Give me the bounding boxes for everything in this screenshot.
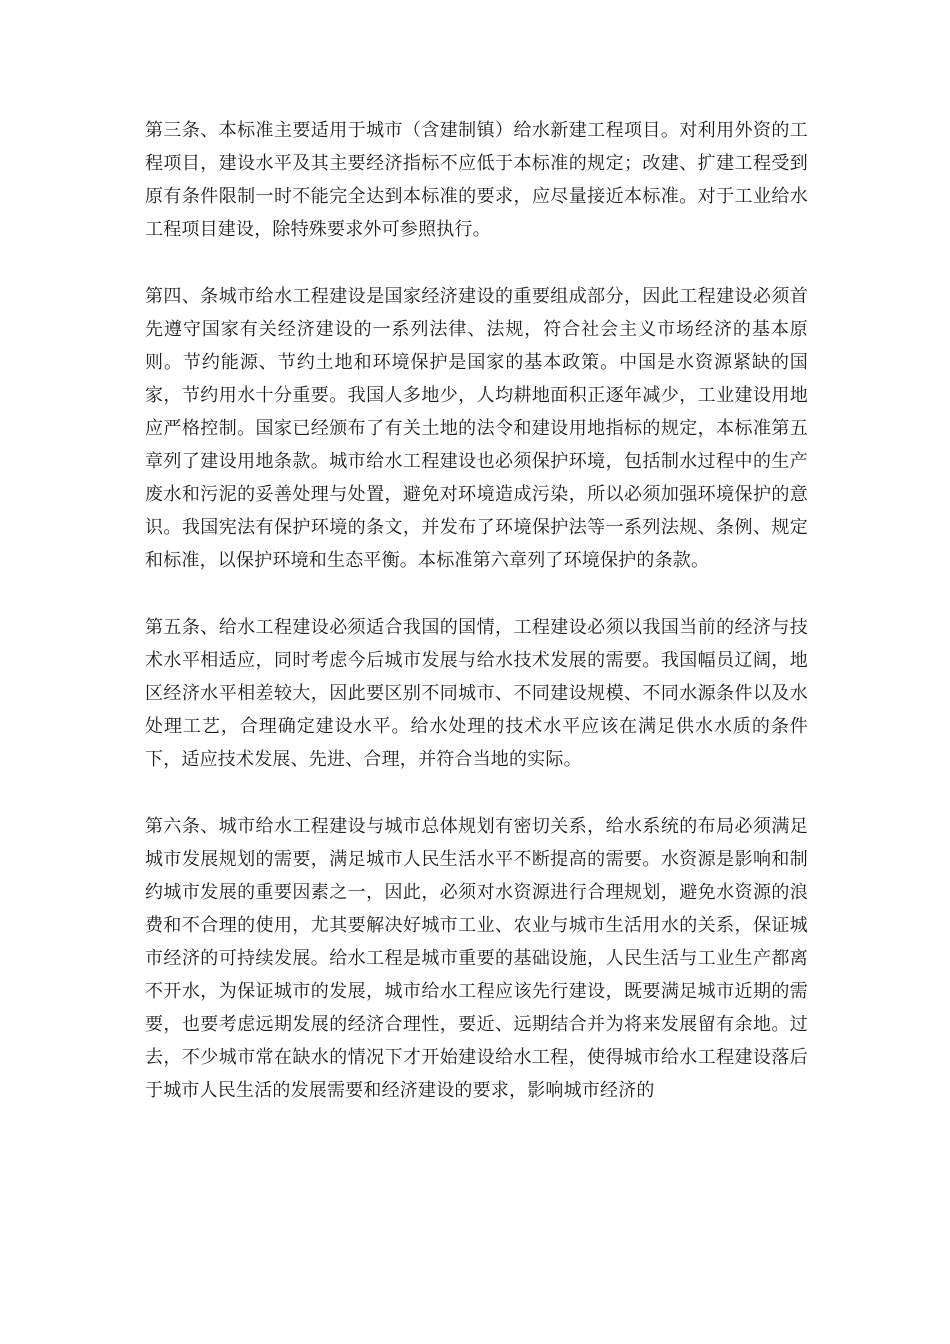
article-5-paragraph: 第五条、给水工程建设必须适合我国的国情，工程建设必须以我国当前的经济与技术水平相适应，同时考虑今后城市发展与给水技术发展的需要。我国幅员辽阔，地区经济水平相差较大，因此要区别不同城市、不同建设规模、不同水源条件以及水处理工艺，合理确定建设水平。给水处理的技术水平应该在满足供水水质的条件下，适应技术发展、先进、合理，并符合当地的实际。 xyxy=(145,617,808,770)
article-6-paragraph: 第六条、城市给水工程建设与城市总体规划有密切关系，给水系统的布局必须满足城市发展规划的需要，满足城市人民生活水平不断提高的需要。水资源是影响和制约城市发展的重要因素之一，因此，必须对水资源进行合理规划，避免水资源的浪费和不合理的使用，尤其要解决好城市工业、农业与城市生活用水的关系，保证城市经济的可持续发展。给水工程是城市重要的基础设施，人民生活与工业生产都离不开水，为保证城市的发展，城市给水工程应该先行建设，既要满足城市近期的需要，也要考虑远期发展的经济合理性，要近、远期结合并为将来发展留有余地。过去，不少城市常在缺水的情况下才开始建设给水工程，使得城市给水工程建设落后于城市人民生活的发展需要和经济建设的要求，影响城市经济的 xyxy=(145,816,808,1101)
article-3-paragraph: 第三条、本标准主要适用于城市（含建制镇）给水新建工程项目。对利用外资的工程项目，建设水平及其主要经济指标不应低于本标准的规定；改建、扩建工程受到原有条件限制一时不能完全达到本标准的要求，应尽量接近本标准。对于工业给水工程项目建设，除特殊要求外可参照执行。 xyxy=(145,120,808,240)
document-body xyxy=(145,114,808,1141)
article-4-paragraph: 第四、条城市给水工程建设是国家经济建设的重要组成部分，因此工程建设必须首先遵守国家有关经济建设的一系列法律、法规，符合社会主义市场经济的基本原则。节约能源、节约土地和环境保护是国家的基本政策。中国是水资源紧缺的国家，节约用水十分重要。我国人多地少，人均耕地面积正逐年减少，工业建设用地应严格控制。国家已经颁布了有关土地的法令和建设用地指标的规定，本标准第五章列了建设用地条款。城市给水工程建设也必须保护环境，包括制水过程中的生产废水和污泥的妥善处理与处置，避免对环境造成污染，所以必须加强环境保护的意识。我国宪法有保护环境的条文，并发布了环境保护法等一系列法规、条例、规定和标准，以保护环境和生态平衡。本标准第六章列了环境保护的条款。 xyxy=(145,286,808,571)
